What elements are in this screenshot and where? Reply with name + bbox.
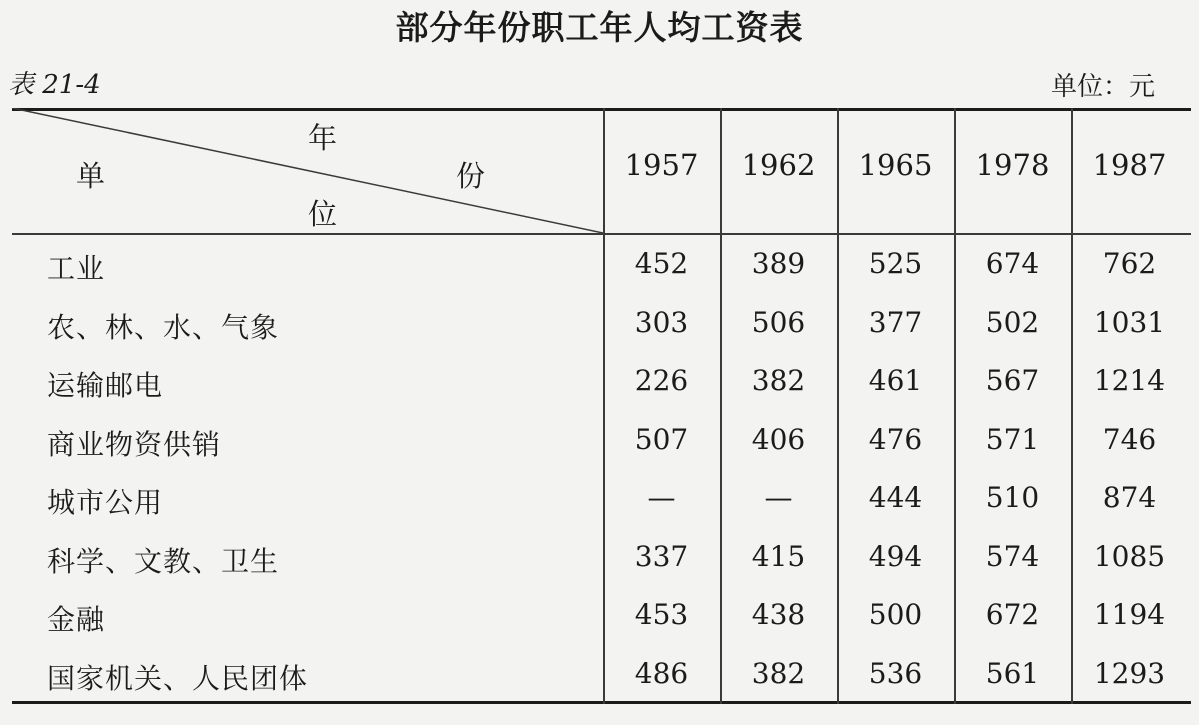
row-label: 金融 xyxy=(47,603,106,636)
table-row xyxy=(12,236,1191,295)
table-cell: 561 xyxy=(985,656,1040,690)
table-cell: 1293 xyxy=(1093,656,1166,690)
table-cell: 1214 xyxy=(1093,364,1166,397)
row-label: 商业物资供销 xyxy=(47,427,222,461)
table-row xyxy=(12,412,1191,471)
table-cell: 674 xyxy=(985,247,1040,280)
table-row xyxy=(12,587,1191,646)
corner-year-char-2: 份 xyxy=(456,159,486,193)
table-cell: 444 xyxy=(868,481,923,514)
row-label: 工业 xyxy=(47,252,106,285)
table-cell: 567 xyxy=(985,364,1040,397)
table-cell: 525 xyxy=(868,247,923,280)
table-cell: 1194 xyxy=(1093,598,1166,631)
table-cell: 382 xyxy=(751,364,806,397)
table-cell: 337 xyxy=(634,539,689,573)
year-header: 1978 xyxy=(975,148,1050,182)
row-label: 农、林、水、气象 xyxy=(47,310,280,344)
header-rule xyxy=(12,233,1191,235)
table-cell: 461 xyxy=(868,364,923,397)
table-cell: 672 xyxy=(985,598,1040,631)
unit-label: 单位：元 xyxy=(1050,72,1155,102)
year-header: 1962 xyxy=(741,148,816,182)
table-cell: 510 xyxy=(985,481,1040,514)
table-cell: 571 xyxy=(985,422,1040,456)
table-cell: 574 xyxy=(985,539,1040,573)
row-label: 城市公用 xyxy=(47,486,164,519)
table-cell: 452 xyxy=(634,247,689,280)
table-cell: 486 xyxy=(634,656,689,690)
table-cell: 226 xyxy=(634,364,689,397)
table-cell: 506 xyxy=(751,305,806,339)
table-cell: 762 xyxy=(1102,247,1157,280)
table-cell: 415 xyxy=(751,539,806,573)
table-cell: 382 xyxy=(751,656,806,690)
row-label: 运输邮电 xyxy=(47,369,164,402)
table-title: 部分年份职工年人均工资表 xyxy=(395,8,804,47)
table-cell: 507 xyxy=(634,422,689,456)
table-cell: 536 xyxy=(868,656,923,690)
table-cell: 438 xyxy=(751,598,806,631)
table-row xyxy=(12,470,1191,529)
table-cell: 377 xyxy=(868,305,923,339)
year-header: 1965 xyxy=(858,148,933,182)
table-row xyxy=(12,529,1191,588)
table-cell: 406 xyxy=(751,422,806,456)
table-row xyxy=(12,646,1191,705)
row-label: 科学、文教、卫生 xyxy=(47,544,280,578)
table-cell: 500 xyxy=(868,598,923,631)
table-cell: 1031 xyxy=(1093,305,1166,339)
corner-unit-char-1: 单 xyxy=(76,159,106,193)
table-cell: 502 xyxy=(985,305,1040,339)
table-cell: — xyxy=(764,481,793,514)
table-number: 表 21-4 xyxy=(8,70,101,100)
table-cell: 1085 xyxy=(1093,539,1166,573)
table-cell: 494 xyxy=(868,539,923,573)
table-cell: 389 xyxy=(751,247,806,280)
table-cell: 476 xyxy=(868,422,923,456)
year-header: 1957 xyxy=(624,148,699,182)
year-header: 1987 xyxy=(1092,148,1167,182)
table-row xyxy=(12,353,1191,412)
wage-table xyxy=(12,108,1191,704)
corner-year-char-1: 年 xyxy=(308,121,338,155)
table-row xyxy=(12,295,1191,354)
table-cell: 874 xyxy=(1102,481,1157,514)
corner-unit-char-2: 位 xyxy=(308,197,338,231)
table-cell: 453 xyxy=(634,598,689,631)
table-cell: 746 xyxy=(1102,422,1157,456)
row-label: 国家机关、人民团体 xyxy=(47,661,309,695)
table-cell: — xyxy=(647,481,676,514)
table-cell: 303 xyxy=(634,305,689,339)
